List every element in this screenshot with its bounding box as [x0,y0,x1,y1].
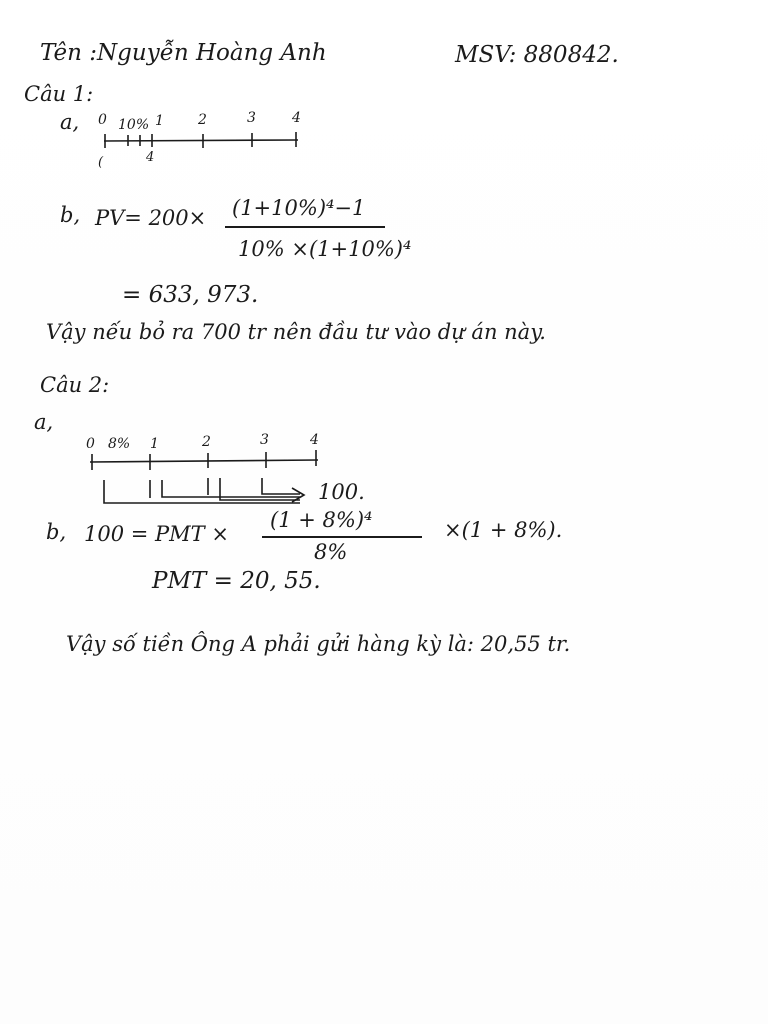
student-name: Tên :Nguyễn Hoàng Anh [40,40,327,66]
q1-tick-4: 4 [292,110,301,126]
q1-tick-0: 0 [98,112,107,128]
q1-tick-3: 3 [247,110,256,126]
q2-rate-label: 8% [108,436,131,452]
q1-numerator: (1+10%)⁴−1 [232,196,366,220]
student-id: MSV: 880842. [455,42,619,68]
q2-result: PMT = 20, 55. [152,568,321,594]
q2-conclusion: Vậy số tiền Ông A phải gửi hàng kỳ là: 20,55 tr. [66,632,571,656]
q1-b-label: b, [60,203,81,227]
q1-tick-2: 2 [198,112,207,128]
q1-conclusion: Vậy nếu bỏ ra 700 tr nên đầu tư vào dự án này. [46,320,546,344]
q1-title: Câu 1: [24,82,94,106]
q1-below-mark-0: ( [98,155,104,170]
q2-a-label: a, [34,410,54,434]
q1-below-mark-1: 4 [146,150,155,165]
q1-rate-label: 10% [118,117,150,133]
q1-tick-1: 1 [155,113,164,129]
q2-tick-4: 4 [310,432,319,448]
q2-tick-2: 2 [202,434,211,450]
q2-arrow-value: 100. [318,480,365,504]
q1-pv-lhs: PV= 200× [95,206,207,230]
q1-denominator: 10% ×(1+10%)⁴ [238,237,412,261]
q2-b-label: b, [46,520,67,544]
q2-denominator: 8% [314,540,348,564]
q2-numerator: (1 + 8%)⁴ [270,508,373,532]
q2-tick-3: 3 [260,432,269,448]
q1-timeline [104,132,298,148]
q1-a-label: a, [60,110,80,134]
q2-lhs: 100 = PMT × [84,522,229,546]
q2-tick-0: 0 [86,436,95,452]
q2-timeline [90,450,318,503]
q1-fraction-line [225,226,385,228]
q1-result: = 633, 973. [122,282,259,308]
q2-fraction-line [262,536,422,538]
q2-title: Câu 2: [40,373,110,397]
q2-tick-1: 1 [150,436,159,452]
q2-rhs: ×(1 + 8%). [444,518,563,542]
